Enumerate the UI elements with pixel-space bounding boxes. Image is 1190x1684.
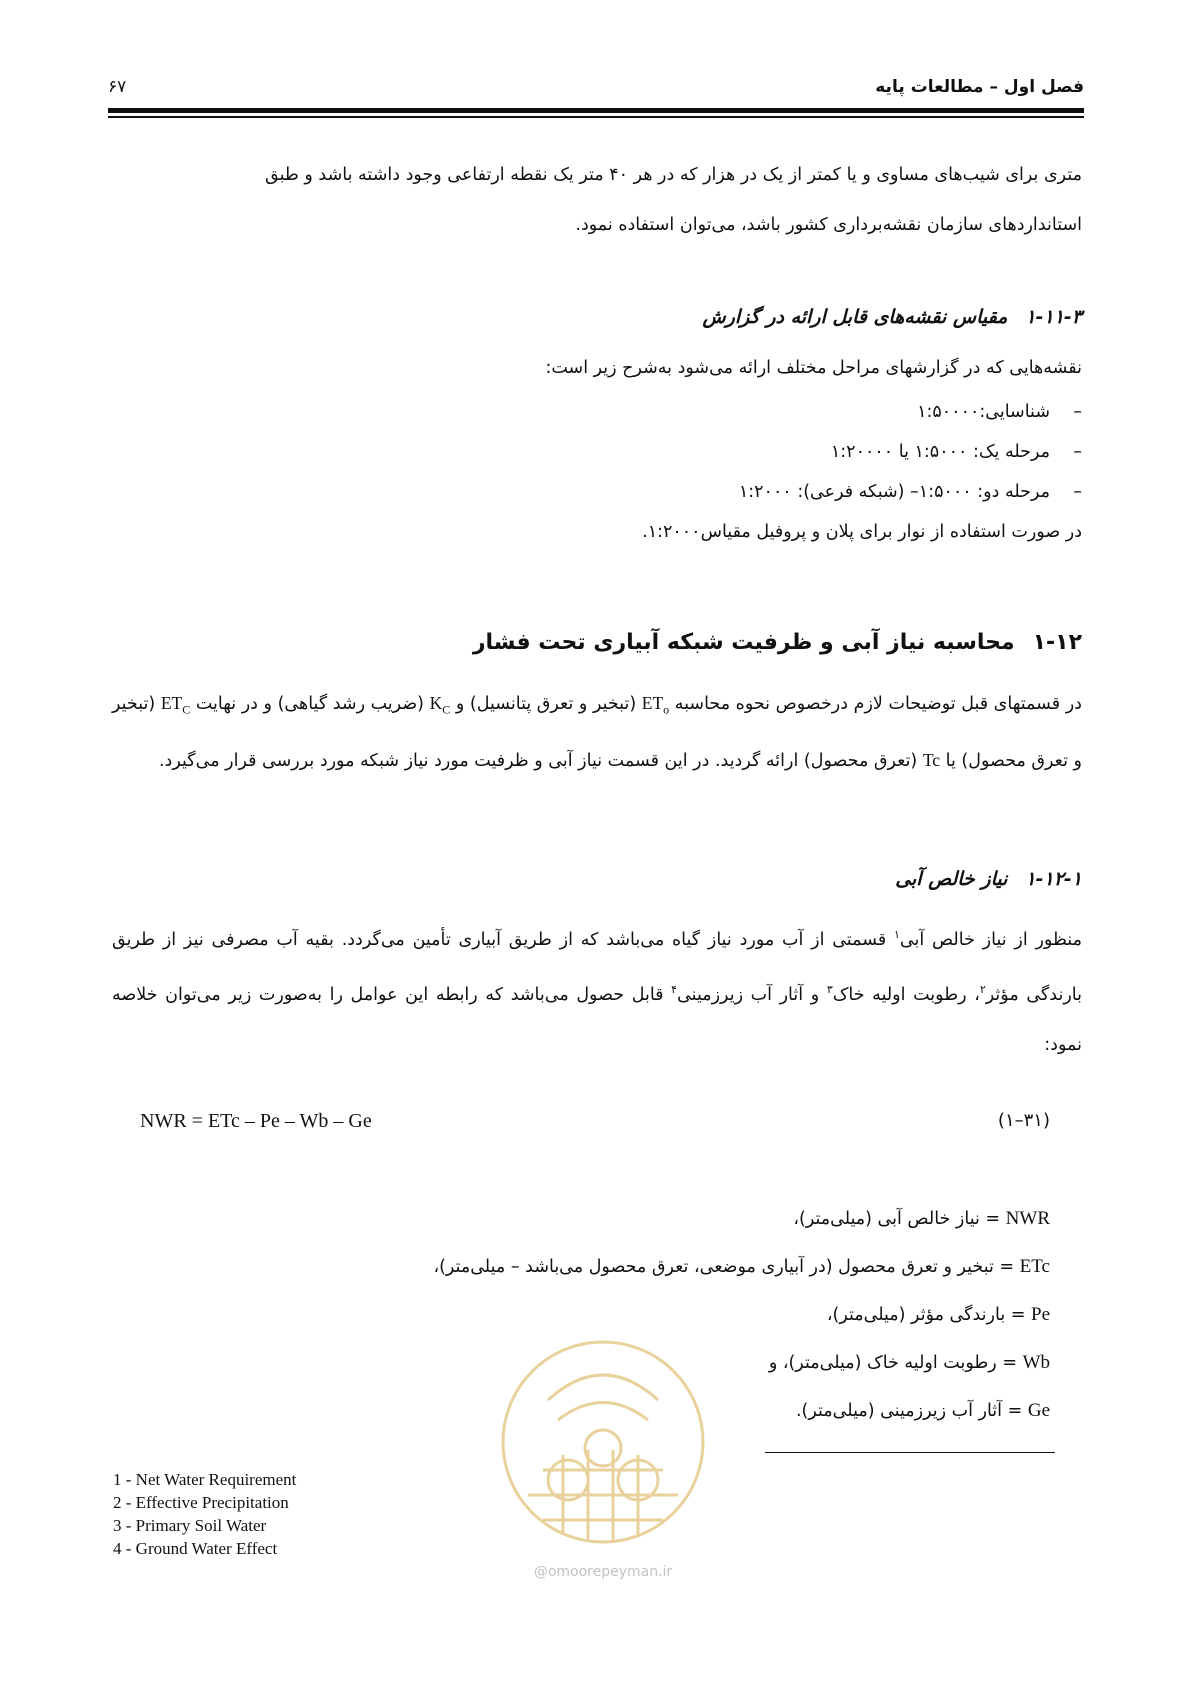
list-item-text: مرحله دو: ۱:۵۰۰۰– (شبکه فرعی): ۱:۲۰۰۰ bbox=[738, 482, 1050, 502]
section-title: محاسبه نیاز آبی و ظرفیت شبکه آبیاری تحت فشار bbox=[472, 630, 1015, 655]
symbol-et0 bbox=[641, 693, 670, 717]
list-item-text: مرحله یک: ۱:۵۰۰۰ یا ۱:۲۰۰۰۰ bbox=[830, 442, 1050, 462]
definition-item bbox=[433, 1243, 1050, 1291]
symbol-kc bbox=[429, 693, 451, 717]
footnote-item: 1 - Net Water Requirement bbox=[113, 1470, 297, 1489]
subsection-number: ۱-۱۱-۳ bbox=[1025, 306, 1082, 328]
header-rule-thick bbox=[108, 108, 1084, 113]
footnote-ref: ۲ bbox=[979, 982, 986, 996]
chapter-title: فصل اول – مطالعات پایه bbox=[875, 77, 1084, 97]
footnote-item: 3 - Primary Soil Water bbox=[113, 1516, 267, 1535]
watermark-text: @omoorepeyman.ir bbox=[533, 1564, 673, 1580]
intro-line-2: استانداردهای سازمان نقشه‌برداری کشور باشد، می‌توان استفاده نمود. bbox=[575, 215, 1082, 235]
text-run: و آثار آب زیرزمینی bbox=[677, 984, 820, 1005]
definition-text: = نیاز خالص آبی (میلی‌متر)، bbox=[793, 1209, 1001, 1229]
text-run: در قسمتهای قبل توضیحات لازم درخصوص نحوه محاسبه bbox=[674, 694, 1082, 714]
list-item bbox=[642, 392, 1082, 432]
list-note bbox=[642, 512, 1082, 552]
footnote-ref: ۴ bbox=[671, 982, 678, 996]
intro-line-1: متری برای شیب‌های مساوی و یا کمتر از یک در هزار که در هر ۴۰ متر یک نقطه ارتفاعی وجود داشته باشد و طبق bbox=[265, 165, 1082, 185]
text-run: (تعرق محصول) ارائه گردید. در این قسمت نیاز آبی و ظرفیت مورد نیاز شبکه مورد بررسی قرار می‌گیرد. bbox=[158, 750, 918, 771]
circular-seal-logo bbox=[488, 1330, 718, 1555]
definition-text: = تبخیر و تعرق محصول (در آبیاری موضعی، تعرق محصول می‌باشد – میلی‌متر)، bbox=[433, 1257, 1015, 1277]
footnote-item: 4 - Ground Water Effect bbox=[113, 1539, 278, 1558]
page-number: ۶۷ bbox=[108, 77, 127, 97]
text-run: قسمتی از آب مورد نیاز گیاه می‌باشد که از طریق آبیاری تأمین می‌گردد. بقیه آب مصرفی نیز از طریق بارندگی مؤثر bbox=[112, 929, 1082, 1005]
definition-text: = رطوبت اولیه خاک (میلی‌متر)، و bbox=[768, 1353, 1017, 1373]
text-run: منظور از نیاز خالص آبی bbox=[899, 929, 1082, 950]
list-item bbox=[642, 432, 1082, 472]
text-run: ، رطوبت اولیه خاک bbox=[832, 984, 980, 1005]
footnotes bbox=[113, 1468, 296, 1560]
definition-symbol: Ge bbox=[1027, 1400, 1050, 1421]
definition-symbol: Pe bbox=[1031, 1304, 1050, 1325]
watermark bbox=[488, 1330, 718, 1580]
intro-paragraph bbox=[112, 150, 1082, 250]
page-header bbox=[108, 72, 1084, 102]
symbol-text: ET bbox=[160, 693, 183, 713]
subsection-heading-1-12-1 bbox=[895, 868, 1082, 890]
section-heading-1-12 bbox=[473, 630, 1082, 655]
header-rule-thin bbox=[108, 116, 1084, 118]
section-1-12-1-paragraph bbox=[112, 910, 1082, 1070]
list-item-text: شناسایی:۱:۵۰۰۰۰ bbox=[917, 402, 1050, 422]
list-dash: – bbox=[1073, 482, 1082, 502]
symbol-text: ET bbox=[641, 693, 664, 713]
text-run: (تبخیر و تعرق پتانسیل) و bbox=[455, 694, 637, 714]
symbol-sub: C bbox=[442, 702, 451, 717]
definition-item bbox=[433, 1195, 1050, 1243]
footnote-ref: ۳ bbox=[826, 982, 833, 996]
definition-symbol: NWR bbox=[1005, 1208, 1050, 1229]
list-item bbox=[642, 472, 1082, 512]
text-run: قابل حصول می‌باشد که رابطه این عوامل را به‌صورت زیر می‌توان خلاصه نمود: bbox=[112, 984, 1082, 1055]
subsection-title: نیاز خالص آبی bbox=[895, 868, 1008, 890]
list-note-text: در صورت استفاده از نوار برای پلان و پروفیل مقیاس۱:۲۰۰۰. bbox=[642, 522, 1082, 542]
section-number: ۱-۱۲ bbox=[1032, 630, 1082, 655]
equation-formula: NWR = ETc – Pe – Wb – Ge bbox=[140, 1110, 372, 1132]
scale-list bbox=[642, 392, 1082, 552]
footnote-item: 2 - Effective Precipitation bbox=[113, 1493, 289, 1512]
maps-intro bbox=[112, 348, 1082, 388]
list-dash: – bbox=[1073, 402, 1082, 422]
maps-intro-text: نقشه‌هایی که در گزارشهای مراحل مختلف ارائه می‌شود به‌شرح زیر است: bbox=[545, 358, 1082, 378]
text-run: (ضریب رشد گیاهی) و در نهایت bbox=[195, 694, 425, 714]
footnote-ref: ۱ bbox=[893, 928, 900, 941]
section-1-12-paragraph bbox=[112, 678, 1082, 786]
symbol-sub: C bbox=[182, 702, 191, 717]
definition-symbol: Wb bbox=[1022, 1352, 1050, 1373]
symbol-etc bbox=[160, 693, 191, 717]
text-run: (تبخیر و تعرق محصول) یا bbox=[112, 694, 1082, 771]
footnote-separator bbox=[765, 1452, 1055, 1453]
subsection-heading-1-11-3 bbox=[703, 306, 1082, 328]
symbol-text: K bbox=[429, 693, 443, 713]
definition-text: = آثار آب زیرزمینی (میلی‌متر). bbox=[795, 1401, 1023, 1421]
subsection-number: ۱-۱۲-۱ bbox=[1025, 868, 1082, 890]
equation-number: (۳۱–۱) bbox=[997, 1110, 1050, 1131]
definition-symbol: ETc bbox=[1019, 1256, 1050, 1277]
symbol-sub: o bbox=[663, 702, 670, 717]
symbol-tc: Tc bbox=[922, 749, 941, 770]
list-dash: – bbox=[1073, 442, 1082, 462]
equation-row bbox=[140, 1110, 1050, 1142]
definition-text: = بارندگی مؤثر (میلی‌متر)، bbox=[826, 1305, 1026, 1325]
subsection-title: مقیاس نقشه‌های قابل ارائه در گزارش bbox=[702, 306, 1008, 328]
